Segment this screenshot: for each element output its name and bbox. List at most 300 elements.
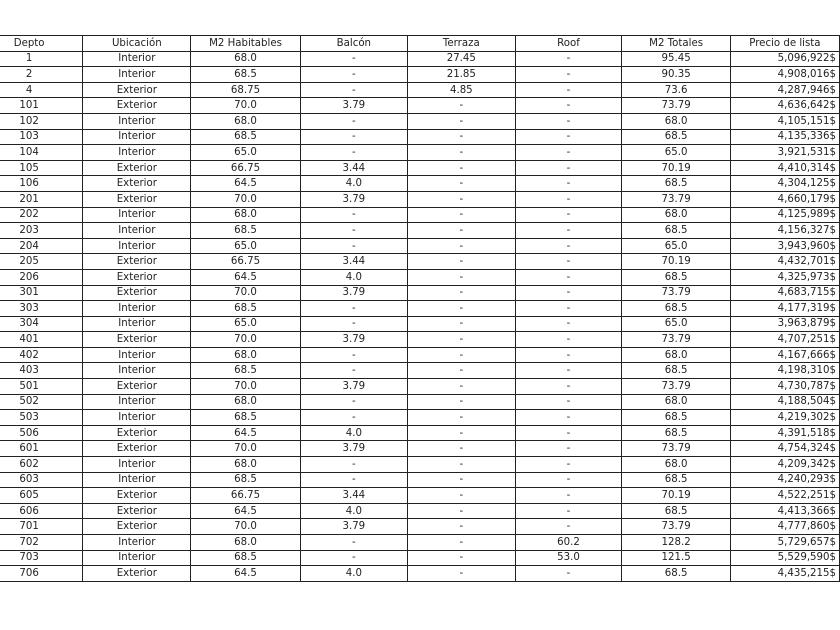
table-row: [0, 191, 840, 207]
table-row: [0, 82, 840, 98]
cell-m2-totales: 68.5: [622, 129, 730, 145]
cell-m2-totales: 68.0: [622, 207, 730, 223]
cell-terraza: 27.45: [408, 51, 516, 67]
cell-precio-lista: 5,529,590$: [730, 550, 839, 566]
cell-ubicacion: Interior: [83, 535, 191, 551]
table-body: [0, 51, 840, 581]
cell-ubicacion: Interior: [83, 363, 191, 379]
cell-m2-habitables: 68.5: [191, 223, 300, 239]
cell-ubicacion: Interior: [83, 550, 191, 566]
cell-ubicacion: Exterior: [83, 488, 191, 504]
cell-depto: 606: [0, 503, 83, 519]
cell-ubicacion: Interior: [83, 113, 191, 129]
cell-m2-totales: 73.79: [622, 379, 730, 395]
cell-m2-habitables: 66.75: [191, 254, 300, 270]
cell-depto: 506: [0, 425, 83, 441]
table-row: [0, 113, 840, 129]
cell-ubicacion: Exterior: [83, 176, 191, 192]
cell-m2-habitables: 70.0: [191, 379, 300, 395]
cell-balcon: 4.0: [300, 566, 407, 582]
cell-terraza: -: [408, 488, 516, 504]
cell-terraza: -: [408, 503, 516, 519]
table-row: [0, 145, 840, 161]
cell-m2-totales: 68.5: [622, 269, 730, 285]
cell-roof: -: [515, 269, 622, 285]
cell-precio-lista: 5,729,657$: [730, 535, 839, 551]
table-row: [0, 238, 840, 254]
cell-ubicacion: Exterior: [83, 254, 191, 270]
cell-ubicacion: Exterior: [83, 519, 191, 535]
cell-m2-totales: 68.5: [622, 566, 730, 582]
cell-m2-habitables: 68.0: [191, 535, 300, 551]
table-row: [0, 160, 840, 176]
table-row: [0, 441, 840, 457]
cell-m2-habitables: 68.5: [191, 550, 300, 566]
cell-depto: 102: [0, 113, 83, 129]
cell-precio-lista: 4,754,324$: [730, 441, 839, 457]
cell-depto: 2: [0, 67, 83, 83]
cell-ubicacion: Interior: [83, 301, 191, 317]
cell-m2-totales: 73.79: [622, 441, 730, 457]
cell-terraza: -: [408, 394, 516, 410]
cell-depto: 702: [0, 535, 83, 551]
cell-roof: -: [515, 363, 622, 379]
cell-depto: 201: [0, 191, 83, 207]
cell-terraza: -: [408, 285, 516, 301]
cell-ubicacion: Interior: [83, 316, 191, 332]
cell-ubicacion: Exterior: [83, 332, 191, 348]
cell-precio-lista: 4,707,251$: [730, 332, 839, 348]
cell-m2-totales: 65.0: [622, 238, 730, 254]
cell-m2-habitables: 70.0: [191, 191, 300, 207]
cell-terraza: -: [408, 566, 516, 582]
cell-depto: 502: [0, 394, 83, 410]
cell-depto: 301: [0, 285, 83, 301]
table-row: [0, 379, 840, 395]
cell-terraza: -: [408, 332, 516, 348]
cell-terraza: -: [408, 316, 516, 332]
cell-balcon: 3.44: [300, 254, 407, 270]
cell-precio-lista: 4,683,715$: [730, 285, 839, 301]
cell-m2-habitables: 70.0: [191, 441, 300, 457]
cell-balcon: -: [300, 51, 407, 67]
cell-roof: 53.0: [515, 550, 622, 566]
cell-m2-totales: 73.6: [622, 82, 730, 98]
cell-terraza: -: [408, 129, 516, 145]
cell-balcon: 3.79: [300, 441, 407, 457]
cell-m2-totales: 68.0: [622, 394, 730, 410]
table-row: [0, 394, 840, 410]
cell-depto: 205: [0, 254, 83, 270]
cell-depto: 603: [0, 472, 83, 488]
cell-balcon: 3.79: [300, 191, 407, 207]
header-roof: Roof: [515, 36, 622, 52]
cell-ubicacion: Exterior: [83, 269, 191, 285]
cell-balcon: -: [300, 316, 407, 332]
cell-terraza: 21.85: [408, 67, 516, 83]
cell-ubicacion: Interior: [83, 457, 191, 473]
cell-roof: -: [515, 67, 622, 83]
header-precio-lista: Precio de lista: [730, 36, 839, 52]
cell-m2-habitables: 68.0: [191, 51, 300, 67]
cell-ubicacion: Interior: [83, 67, 191, 83]
table-row: [0, 457, 840, 473]
cell-balcon: -: [300, 535, 407, 551]
cell-precio-lista: 4,435,215$: [730, 566, 839, 582]
cell-m2-totales: 73.79: [622, 285, 730, 301]
cell-precio-lista: 4,167,666$: [730, 347, 839, 363]
cell-roof: -: [515, 254, 622, 270]
cell-depto: 105: [0, 160, 83, 176]
cell-m2-totales: 68.5: [622, 410, 730, 426]
cell-precio-lista: 4,777,860$: [730, 519, 839, 535]
cell-terraza: -: [408, 145, 516, 161]
cell-ubicacion: Exterior: [83, 160, 191, 176]
cell-terraza: -: [408, 160, 516, 176]
cell-precio-lista: 3,963,879$: [730, 316, 839, 332]
table-row: [0, 176, 840, 192]
cell-m2-totales: 68.5: [622, 301, 730, 317]
header-ubicacion: Ubicación: [83, 36, 191, 52]
cell-ubicacion: Interior: [83, 347, 191, 363]
cell-terraza: -: [408, 176, 516, 192]
table-row: [0, 269, 840, 285]
cell-terraza: -: [408, 191, 516, 207]
cell-terraza: -: [408, 223, 516, 239]
table-row: [0, 347, 840, 363]
cell-roof: -: [515, 98, 622, 114]
cell-depto: 304: [0, 316, 83, 332]
cell-roof: -: [515, 488, 622, 504]
cell-precio-lista: 4,413,366$: [730, 503, 839, 519]
cell-precio-lista: 4,240,293$: [730, 472, 839, 488]
header-row: [0, 36, 840, 52]
cell-balcon: 3.44: [300, 160, 407, 176]
cell-m2-totales: 70.19: [622, 254, 730, 270]
cell-balcon: -: [300, 347, 407, 363]
cell-roof: -: [515, 129, 622, 145]
cell-ubicacion: Exterior: [83, 503, 191, 519]
cell-roof: 60.2: [515, 535, 622, 551]
cell-roof: -: [515, 410, 622, 426]
cell-depto: 501: [0, 379, 83, 395]
cell-terraza: -: [408, 472, 516, 488]
cell-m2-habitables: 68.0: [191, 347, 300, 363]
cell-balcon: 4.0: [300, 269, 407, 285]
cell-m2-habitables: 68.5: [191, 363, 300, 379]
cell-precio-lista: 4,209,342$: [730, 457, 839, 473]
cell-m2-habitables: 68.75: [191, 82, 300, 98]
table-row: [0, 472, 840, 488]
table-row: [0, 363, 840, 379]
cell-terraza: -: [408, 301, 516, 317]
cell-precio-lista: 4,522,251$: [730, 488, 839, 504]
cell-m2-habitables: 65.0: [191, 316, 300, 332]
cell-roof: -: [515, 238, 622, 254]
cell-m2-habitables: 68.5: [191, 129, 300, 145]
cell-depto: 402: [0, 347, 83, 363]
cell-depto: 602: [0, 457, 83, 473]
cell-depto: 303: [0, 301, 83, 317]
table-row: [0, 51, 840, 67]
cell-terraza: -: [408, 207, 516, 223]
cell-m2-habitables: 64.5: [191, 503, 300, 519]
cell-m2-totales: 90.35: [622, 67, 730, 83]
cell-roof: -: [515, 113, 622, 129]
cell-balcon: 3.79: [300, 98, 407, 114]
cell-ubicacion: Interior: [83, 207, 191, 223]
table-row: [0, 488, 840, 504]
cell-precio-lista: 4,636,642$: [730, 98, 839, 114]
cell-balcon: -: [300, 207, 407, 223]
cell-terraza: -: [408, 410, 516, 426]
cell-depto: 103: [0, 129, 83, 145]
cell-precio-lista: 4,660,179$: [730, 191, 839, 207]
table-row: [0, 254, 840, 270]
cell-depto: 706: [0, 566, 83, 582]
header-m2-habitables: M2 Habitables: [191, 36, 300, 52]
table-container: [0, 35, 840, 582]
cell-roof: -: [515, 566, 622, 582]
cell-precio-lista: 4,391,518$: [730, 425, 839, 441]
cell-precio-lista: 4,287,946$: [730, 82, 839, 98]
cell-roof: -: [515, 301, 622, 317]
cell-ubicacion: Interior: [83, 129, 191, 145]
price-list-table: [0, 35, 840, 582]
table-header: [0, 36, 840, 52]
cell-roof: -: [515, 51, 622, 67]
cell-balcon: 3.44: [300, 488, 407, 504]
cell-balcon: -: [300, 223, 407, 239]
table-row: [0, 503, 840, 519]
cell-roof: -: [515, 316, 622, 332]
cell-balcon: -: [300, 410, 407, 426]
cell-m2-totales: 68.5: [622, 472, 730, 488]
cell-depto: 206: [0, 269, 83, 285]
cell-m2-totales: 65.0: [622, 145, 730, 161]
table-row: [0, 332, 840, 348]
cell-roof: -: [515, 145, 622, 161]
cell-roof: -: [515, 519, 622, 535]
cell-m2-totales: 68.5: [622, 223, 730, 239]
cell-depto: 104: [0, 145, 83, 161]
cell-m2-habitables: 64.5: [191, 566, 300, 582]
table-row: [0, 301, 840, 317]
cell-depto: 503: [0, 410, 83, 426]
cell-precio-lista: 4,188,504$: [730, 394, 839, 410]
cell-roof: -: [515, 503, 622, 519]
cell-m2-totales: 68.0: [622, 113, 730, 129]
cell-balcon: 4.0: [300, 425, 407, 441]
cell-ubicacion: Interior: [83, 472, 191, 488]
cell-precio-lista: 4,125,989$: [730, 207, 839, 223]
cell-m2-habitables: 65.0: [191, 145, 300, 161]
cell-roof: -: [515, 285, 622, 301]
cell-m2-totales: 121.5: [622, 550, 730, 566]
cell-depto: 106: [0, 176, 83, 192]
cell-balcon: -: [300, 363, 407, 379]
cell-roof: -: [515, 472, 622, 488]
cell-balcon: 3.79: [300, 519, 407, 535]
cell-balcon: 4.0: [300, 503, 407, 519]
cell-precio-lista: 4,325,973$: [730, 269, 839, 285]
cell-balcon: -: [300, 82, 407, 98]
cell-roof: -: [515, 425, 622, 441]
table-row: [0, 550, 840, 566]
cell-m2-habitables: 68.5: [191, 472, 300, 488]
cell-balcon: -: [300, 145, 407, 161]
cell-m2-totales: 70.19: [622, 160, 730, 176]
table-row: [0, 129, 840, 145]
cell-depto: 4: [0, 82, 83, 98]
cell-roof: -: [515, 441, 622, 457]
cell-balcon: -: [300, 129, 407, 145]
cell-precio-lista: 4,304,125$: [730, 176, 839, 192]
cell-roof: -: [515, 332, 622, 348]
cell-ubicacion: Exterior: [83, 425, 191, 441]
cell-m2-habitables: 70.0: [191, 98, 300, 114]
table-row: [0, 519, 840, 535]
cell-m2-habitables: 70.0: [191, 285, 300, 301]
cell-terraza: -: [408, 457, 516, 473]
cell-terraza: -: [408, 363, 516, 379]
cell-depto: 703: [0, 550, 83, 566]
cell-ubicacion: Exterior: [83, 285, 191, 301]
cell-precio-lista: 4,908,016$: [730, 67, 839, 83]
cell-ubicacion: Interior: [83, 51, 191, 67]
cell-ubicacion: Interior: [83, 394, 191, 410]
cell-depto: 403: [0, 363, 83, 379]
cell-depto: 203: [0, 223, 83, 239]
cell-precio-lista: 4,410,314$: [730, 160, 839, 176]
cell-m2-habitables: 66.75: [191, 160, 300, 176]
table-row: [0, 535, 840, 551]
cell-m2-totales: 95.45: [622, 51, 730, 67]
cell-m2-habitables: 68.5: [191, 410, 300, 426]
cell-depto: 101: [0, 98, 83, 114]
cell-m2-habitables: 64.5: [191, 425, 300, 441]
cell-ubicacion: Interior: [83, 145, 191, 161]
cell-balcon: -: [300, 67, 407, 83]
cell-m2-habitables: 68.0: [191, 113, 300, 129]
cell-precio-lista: 4,105,151$: [730, 113, 839, 129]
table-row: [0, 316, 840, 332]
cell-depto: 401: [0, 332, 83, 348]
cell-m2-habitables: 68.5: [191, 301, 300, 317]
cell-terraza: -: [408, 98, 516, 114]
cell-terraza: -: [408, 519, 516, 535]
cell-depto: 1: [0, 51, 83, 67]
cell-ubicacion: Exterior: [83, 441, 191, 457]
cell-depto: 202: [0, 207, 83, 223]
cell-terraza: -: [408, 425, 516, 441]
cell-ubicacion: Exterior: [83, 566, 191, 582]
cell-m2-totales: 128.2: [622, 535, 730, 551]
cell-m2-habitables: 70.0: [191, 519, 300, 535]
cell-roof: -: [515, 347, 622, 363]
cell-m2-habitables: 70.0: [191, 332, 300, 348]
cell-m2-habitables: 66.75: [191, 488, 300, 504]
cell-precio-lista: 3,943,960$: [730, 238, 839, 254]
cell-roof: -: [515, 394, 622, 410]
cell-roof: -: [515, 191, 622, 207]
cell-ubicacion: Exterior: [83, 191, 191, 207]
cell-balcon: -: [300, 394, 407, 410]
cell-m2-habitables: 68.0: [191, 457, 300, 473]
cell-precio-lista: 4,730,787$: [730, 379, 839, 395]
cell-balcon: -: [300, 113, 407, 129]
cell-m2-habitables: 64.5: [191, 269, 300, 285]
header-terraza: Terraza: [408, 36, 516, 52]
cell-precio-lista: 4,177,319$: [730, 301, 839, 317]
cell-m2-totales: 73.79: [622, 191, 730, 207]
cell-ubicacion: Interior: [83, 238, 191, 254]
cell-precio-lista: 4,198,310$: [730, 363, 839, 379]
table-row: [0, 285, 840, 301]
cell-m2-totales: 68.5: [622, 176, 730, 192]
cell-terraza: -: [408, 550, 516, 566]
cell-terraza: -: [408, 535, 516, 551]
cell-roof: -: [515, 379, 622, 395]
cell-balcon: -: [300, 550, 407, 566]
cell-roof: -: [515, 160, 622, 176]
header-m2-totales: M2 Totales: [622, 36, 730, 52]
cell-m2-totales: 65.0: [622, 316, 730, 332]
cell-ubicacion: Exterior: [83, 82, 191, 98]
cell-m2-habitables: 68.0: [191, 394, 300, 410]
cell-roof: -: [515, 82, 622, 98]
table-row: [0, 207, 840, 223]
cell-ubicacion: Exterior: [83, 379, 191, 395]
cell-terraza: -: [408, 238, 516, 254]
table-row: [0, 425, 840, 441]
header-depto: Depto: [0, 36, 83, 52]
table-row: [0, 410, 840, 426]
cell-depto: 701: [0, 519, 83, 535]
cell-m2-habitables: 64.5: [191, 176, 300, 192]
cell-ubicacion: Exterior: [83, 98, 191, 114]
cell-m2-totales: 68.0: [622, 347, 730, 363]
cell-precio-lista: 5,096,922$: [730, 51, 839, 67]
cell-terraza: 4.85: [408, 82, 516, 98]
header-balcon: Balcón: [300, 36, 407, 52]
cell-precio-lista: 4,156,327$: [730, 223, 839, 239]
cell-depto: 605: [0, 488, 83, 504]
cell-m2-totales: 68.5: [622, 503, 730, 519]
table-row: [0, 98, 840, 114]
cell-terraza: -: [408, 347, 516, 363]
cell-terraza: -: [408, 441, 516, 457]
cell-balcon: -: [300, 472, 407, 488]
cell-ubicacion: Interior: [83, 410, 191, 426]
cell-precio-lista: 4,219,302$: [730, 410, 839, 426]
cell-roof: -: [515, 457, 622, 473]
cell-m2-habitables: 68.5: [191, 67, 300, 83]
cell-roof: -: [515, 176, 622, 192]
cell-m2-totales: 68.0: [622, 457, 730, 473]
cell-precio-lista: 4,135,336$: [730, 129, 839, 145]
cell-m2-totales: 73.79: [622, 519, 730, 535]
cell-balcon: 4.0: [300, 176, 407, 192]
cell-balcon: 3.79: [300, 332, 407, 348]
cell-terraza: -: [408, 113, 516, 129]
cell-depto: 204: [0, 238, 83, 254]
cell-balcon: 3.79: [300, 285, 407, 301]
cell-m2-totales: 70.19: [622, 488, 730, 504]
cell-m2-totales: 68.5: [622, 425, 730, 441]
cell-m2-habitables: 68.0: [191, 207, 300, 223]
cell-m2-totales: 73.79: [622, 98, 730, 114]
